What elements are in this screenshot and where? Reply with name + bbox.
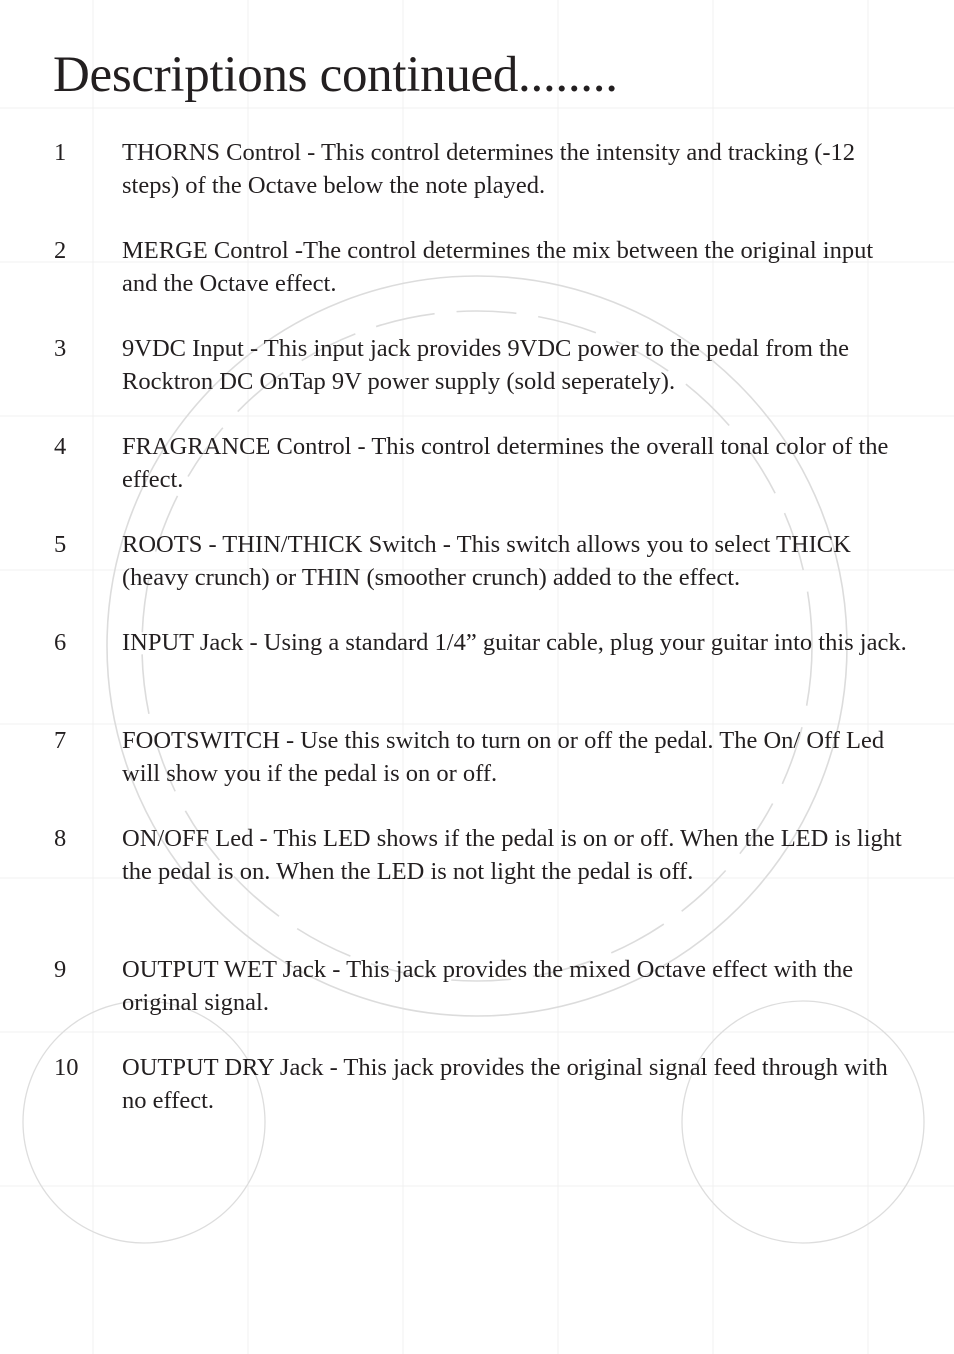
- item-text: INPUT Jack - Using a standard 1/4” guitar cable, plug your guitar into this jack.: [122, 629, 907, 656]
- list-item: [54, 529, 914, 627]
- item-number: 10: [54, 1054, 79, 1081]
- list-item: [54, 431, 914, 529]
- item-text: THORNS Control - This control determines the intensity and tracking (-12 steps) of the Octave below the note played.: [122, 139, 856, 199]
- item-text: MERGE Control -The control determines the mix between the original input and the Octave effect.: [122, 237, 874, 297]
- list-item: [54, 627, 914, 725]
- list-item: [54, 333, 914, 431]
- list-item: [54, 954, 914, 1052]
- item-number: 1: [54, 139, 67, 166]
- list-item: [54, 823, 914, 954]
- item-number: 8: [54, 825, 67, 852]
- item-text: 9VDC Input - This input jack provides 9VDC power to the pedal from the Rocktron DC OnTap 9V power supply (sold seperately).: [122, 335, 849, 395]
- item-text: OUTPUT DRY Jack - This jack provides the original signal feed through with no effect.: [122, 1054, 888, 1114]
- item-text: ON/OFF Led - This LED shows if the pedal is on or off. When the LED is light the pedal is on. When the LED is not light the pedal is off.: [122, 825, 902, 885]
- list-item: [54, 137, 914, 235]
- item-number: 5: [54, 531, 67, 558]
- list-item: [54, 1052, 914, 1150]
- description-list: [54, 137, 914, 1150]
- item-number: 7: [54, 727, 67, 754]
- item-text: OUTPUT WET Jack - This jack provides the mixed Octave effect with the original signal.: [122, 956, 854, 1016]
- item-number: 6: [54, 629, 67, 656]
- item-text: ROOTS - THIN/THICK Switch - This switch allows you to select THICK (heavy crunch) or THIN (smoother crunch) added to the effect.: [122, 531, 851, 591]
- item-number: 3: [54, 335, 67, 362]
- item-text: FOOTSWITCH - Use this switch to turn on or off the pedal. The On/ Off Led will show you if the pedal is on or off.: [122, 727, 885, 787]
- item-text: FRAGRANCE Control - This control determines the overall tonal color of the effect.: [122, 433, 889, 493]
- item-number: 4: [54, 433, 67, 460]
- item-number: 2: [54, 237, 67, 264]
- list-item: [54, 235, 914, 333]
- item-number: 9: [54, 956, 67, 983]
- page-title: Descriptions continued........: [53, 47, 618, 103]
- list-item: [54, 725, 914, 823]
